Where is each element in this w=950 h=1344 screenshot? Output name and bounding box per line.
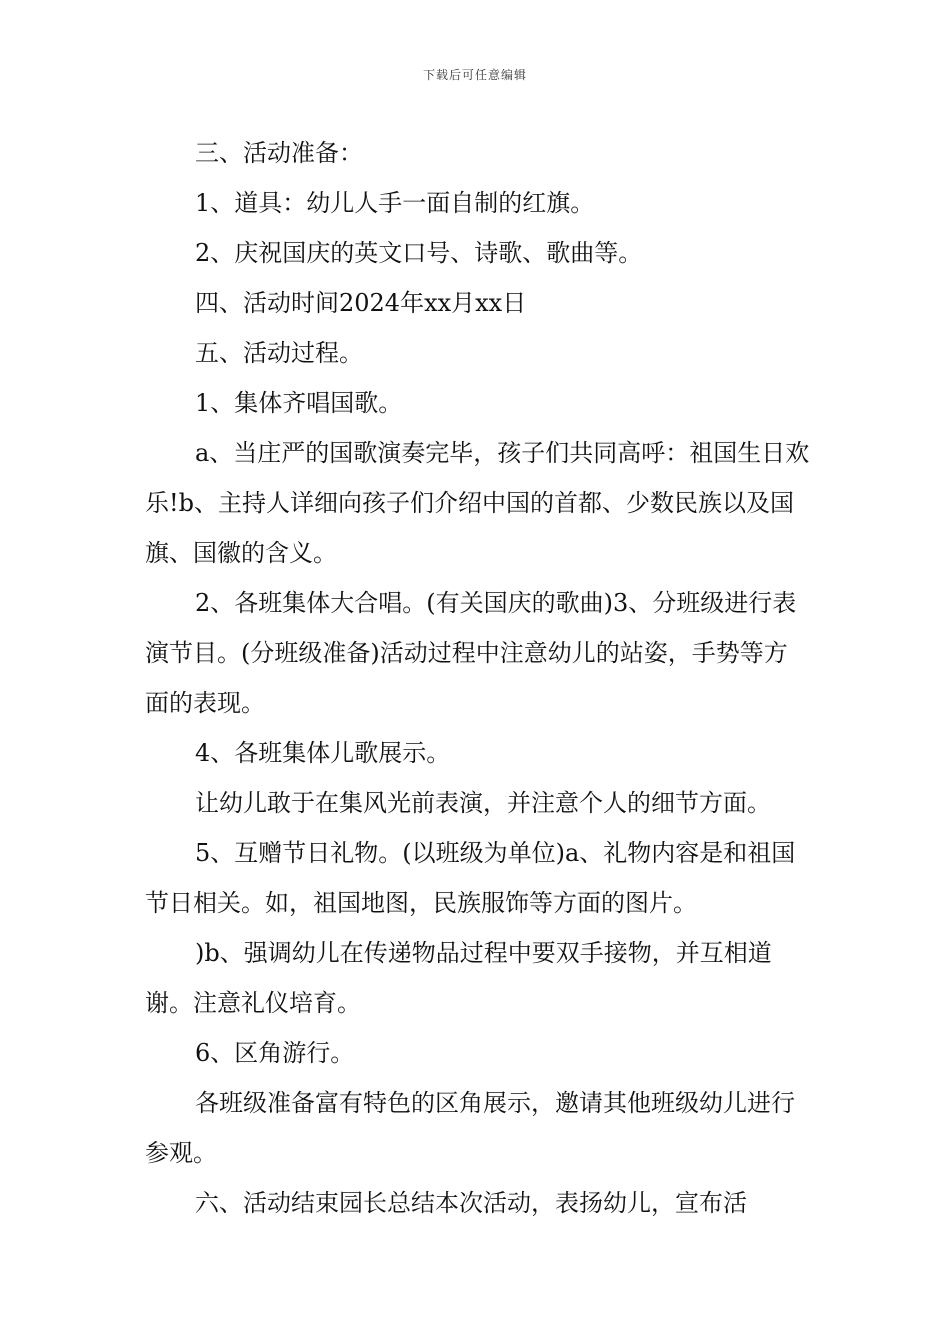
paragraph-anthem-detail: a、当庄严的国歌演奏完毕，孩子们共同高呼：祖国生日欢乐!b、主持人详细向孩子们介绍中国的首都、少数民族以及国旗、国徽的含义。 [145, 439, 810, 567]
paragraph-section-5-heading: 五、活动过程。 [195, 339, 363, 367]
paragraph-section-3-heading: 三、活动准备： [195, 139, 363, 167]
paragraph-parade-detail: 各班级准备富有特色的区角展示，邀请其他班级幼儿进行参观。 [145, 1089, 795, 1167]
paragraph-rhymes-detail: 让幼儿敢于在集风光前表演，并注意个人的细节方面。 [195, 789, 771, 817]
header-note: 下载后可任意编辑 [422, 68, 527, 82]
paragraph-parade: 6、区角游行。 [195, 1039, 355, 1067]
paragraph-chorus: 2、各班集体大合唱。(有关国庆的歌曲)3、分班级进行表演节目。(分班级准备)活动过程中注意幼儿的站姿，手势等方面的表现。 [145, 589, 797, 717]
paragraph-rhymes: 4、各班集体儿歌展示。 [195, 739, 451, 767]
paragraph-gifts: 5、互赠节日礼物。(以班级为单位)a、礼物内容是和祖国节日相关。如，祖国地图，民族服饰等方面的图片。 [145, 839, 796, 917]
paragraph-slogans: 2、庆祝国庆的英文口号、诗歌、歌曲等。 [195, 239, 643, 267]
paragraph-props: 1、道具：幼儿人手一面自制的红旗。 [195, 189, 595, 217]
paragraph-gifts-detail: )b、强调幼儿在传递物品过程中要双手接物，并互相道谢。注意礼仪培育。 [145, 939, 772, 1017]
paragraph-section-4-time: 四、活动时间2024年xx月xx日 [195, 289, 527, 317]
document-body [145, 128, 810, 1228]
paragraph-anthem: 1、集体齐唱国歌。 [195, 389, 403, 417]
paragraph-section-6-ending: 六、活动结束园长总结本次活动，表扬幼儿，宣布活 [195, 1189, 747, 1217]
